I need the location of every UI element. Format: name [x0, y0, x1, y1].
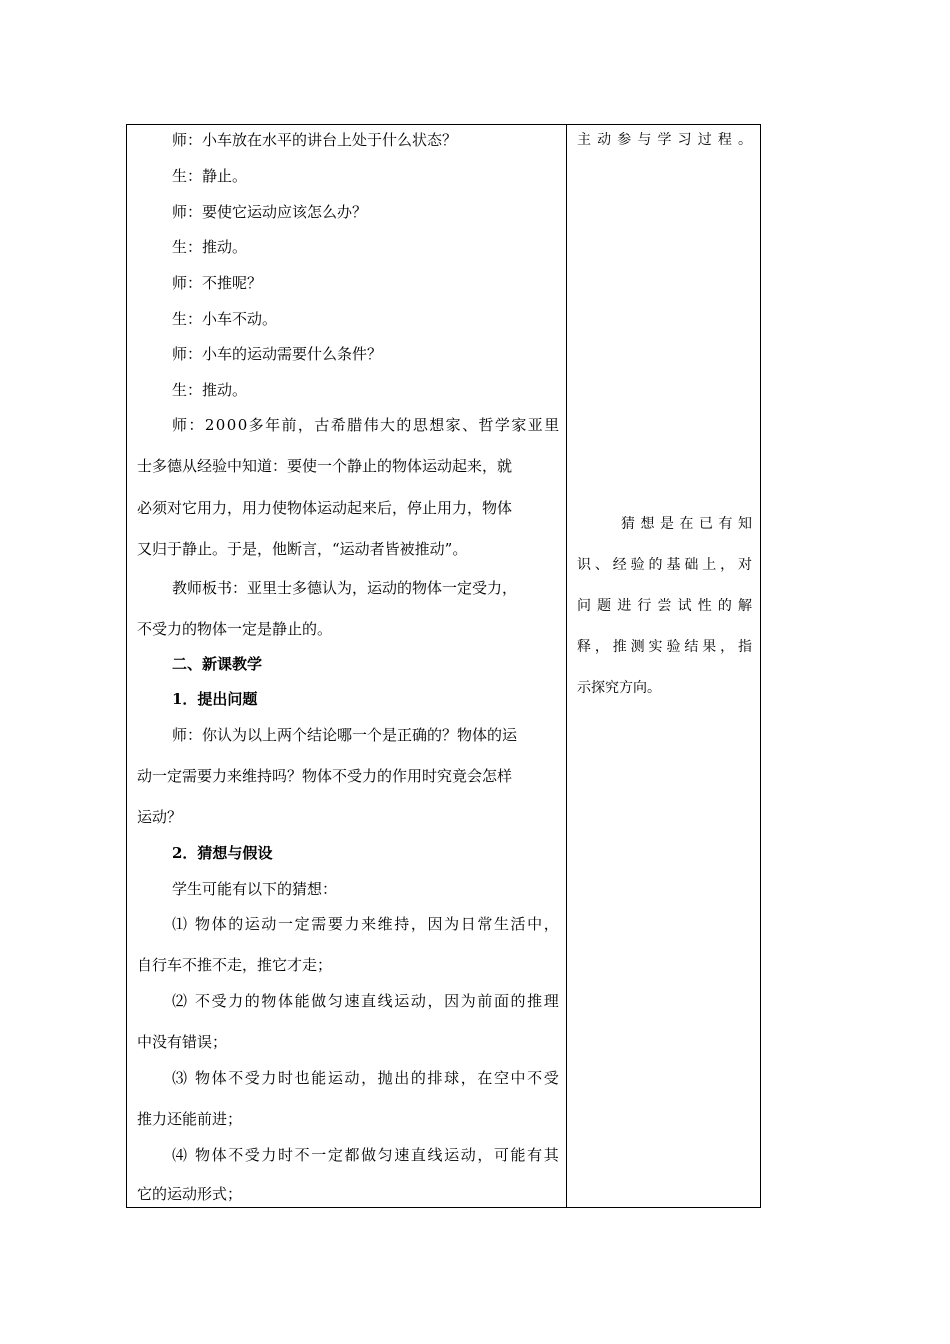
note-line: 示探究方向。 — [577, 680, 661, 696]
paragraph-line: 师：2000多年前，古希腊伟大的思想家、哲学家亚里 — [172, 416, 561, 434]
list-item-line: ⑴ 物体的运动一定需要力来维持，因为日常生活中， — [172, 915, 561, 933]
note-line: 主动参与学习过程。 — [577, 132, 759, 148]
dialogue-line: 师：小车的运动需要什么条件？ — [172, 345, 383, 363]
subsection-heading: 2．猜想与假设 — [172, 844, 273, 862]
paragraph-line: 师：你认为以上两个结论哪一个是正确的？物体的运 — [172, 726, 518, 744]
paragraph-line: 又归于静止。于是，他断言，“运动者皆被推动”。 — [137, 540, 468, 558]
paragraph-line: 士多德从经验中知道：要使一个静止的物体运动起来，就 — [137, 457, 513, 475]
subsection-heading: 1．提出问题 — [172, 690, 258, 708]
dialogue-line: 生：推动。 — [172, 238, 248, 256]
dialogue-line: 师：要使它运动应该怎么办？ — [172, 203, 368, 221]
dialogue-line: 生：小车不动。 — [172, 310, 278, 328]
paragraph-line: 必须对它用力，用力使物体运动起来后，停止用力，物体 — [137, 499, 513, 517]
note-line: 识、经验的基础上，对 — [577, 557, 756, 573]
dialogue-line: 生：推动。 — [172, 381, 248, 399]
note-line: 释，推测实验结果，指 — [577, 639, 756, 655]
dialogue-line: 师：小车放在水平的讲台上处于什么状态？ — [172, 131, 458, 149]
paragraph-line: 教师板书：亚里士多德认为，运动的物体一定受力， — [172, 579, 518, 597]
section-heading: 二、新课教学 — [172, 655, 263, 673]
list-item-line: ⑵ 不受力的物体能做匀速直线运动，因为前面的推理 — [172, 992, 561, 1010]
list-item-line: 它的运动形式； — [137, 1185, 243, 1203]
note-line: 猜想是在已有知 — [621, 516, 758, 532]
list-item-line: 推力还能前进； — [137, 1110, 243, 1128]
list-item-line: ⑶ 物体不受力时也能运动，抛出的排球，在空中不受 — [172, 1069, 561, 1087]
dialogue-line: 师：不推呢？ — [172, 274, 263, 292]
list-item-line: 中没有错误； — [137, 1033, 228, 1051]
paragraph-line: 不受力的物体一定是静止的。 — [137, 620, 333, 638]
dialogue-line: 生：静止。 — [172, 167, 248, 185]
lesson-table — [126, 124, 761, 1208]
list-item-line: ⑷ 物体不受力时不一定都做匀速直线运动，可能有其 — [172, 1146, 561, 1164]
paragraph-line: 学生可能有以下的猜想： — [172, 880, 338, 898]
list-item-line: 自行车不推不走，推它才走； — [137, 956, 333, 974]
paragraph-line: 运动？ — [137, 808, 183, 826]
paragraph-line: 动一定需要力来维持吗？物体不受力的作用时究竟会怎样 — [137, 767, 513, 785]
column-divider — [566, 125, 567, 1207]
note-line: 问题进行尝试性的解 — [577, 598, 759, 614]
